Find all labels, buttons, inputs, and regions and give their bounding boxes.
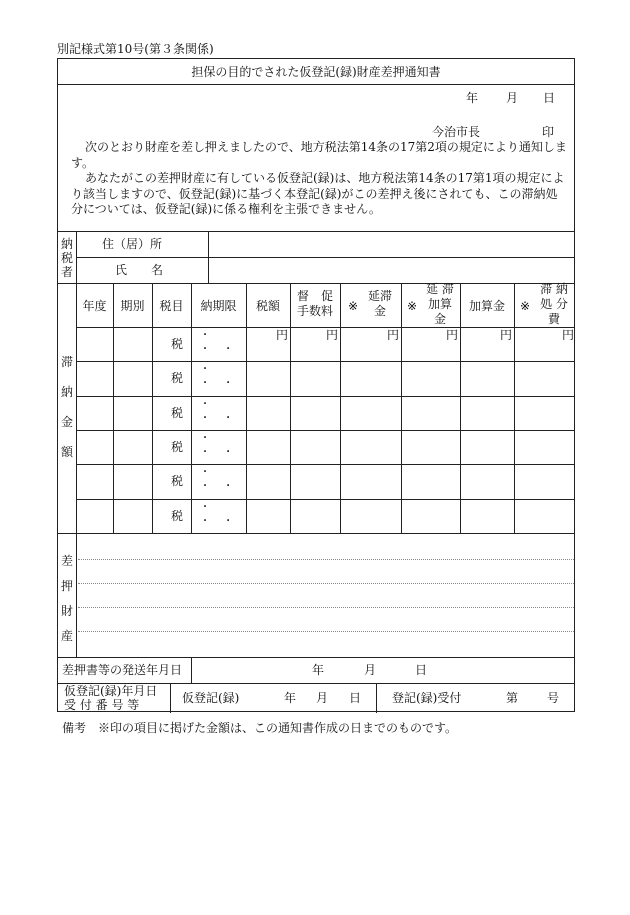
name-label: 氏 名 xyxy=(115,263,164,277)
unit-yen: 円 xyxy=(562,328,575,342)
seized-property-label: 差 押 財 産 xyxy=(60,554,73,643)
due-date-dots: ・ ・ xyxy=(200,446,234,458)
reception-label: 登記(録)受付 xyxy=(392,691,462,705)
date-day: 日 xyxy=(543,91,556,105)
provisional-year: 年 xyxy=(284,691,297,705)
due-date-dot: ・ xyxy=(200,330,210,341)
row-tax-label: 税 xyxy=(171,337,184,351)
row-tax-label: 税 xyxy=(171,371,184,386)
due-date-dot: ・ xyxy=(200,501,210,513)
row-tax-label: 税 xyxy=(171,474,184,489)
due-date-dot: ・ xyxy=(200,364,210,376)
provisional-label-2: 受 付 番 号 等 xyxy=(64,698,140,712)
header-due-date: 納期限 xyxy=(200,299,237,313)
header-delay-fee-mark: ※ xyxy=(348,299,359,313)
dispatch-label: 差押書等の発送年月日 xyxy=(62,663,183,677)
taxpayer-label: 納 税 者 xyxy=(60,237,73,279)
due-date-dots: ・ ・ xyxy=(200,481,234,493)
due-date-dots: ・ ・ xyxy=(200,344,234,355)
header-tax-item: 税目 xyxy=(159,299,184,313)
provisional-day: 日 xyxy=(349,691,362,705)
row-tax-label: 税 xyxy=(171,405,184,420)
form-caption: 別記様式第10号(第３条関係) xyxy=(57,42,214,56)
row-tax-label: 税 xyxy=(171,439,184,454)
due-date-dots: ・ ・ xyxy=(200,412,234,424)
header-period: 期別 xyxy=(120,299,145,313)
due-date-dot: ・ xyxy=(200,467,210,479)
unit-yen: 円 xyxy=(446,328,459,342)
header-fee: 督 促 手数料 xyxy=(296,289,333,318)
issuer-seal: 印 xyxy=(542,125,555,139)
date-month: 月 xyxy=(506,91,519,105)
due-date-dot: ・ xyxy=(200,432,210,444)
provisional-label-1: 仮登記(録)年月日 xyxy=(64,684,158,698)
notice-paragraph-2: あなたがこの差押財産に有している仮登記(録)は、地方税法第14条の17第1項の規定により該当しますので、仮登記(録)に基づく本登記(録)がこの差押え後にされても、この滞納処分については、仮登記(録)に係る権利を主張できません。 xyxy=(71,171,565,216)
arrears-label: 滞 納 金 額 xyxy=(60,355,73,459)
header-delay-add-mark: ※ xyxy=(407,299,418,313)
due-date-dots: ・ ・ xyxy=(200,515,234,527)
row-tax-label: 税 xyxy=(171,508,184,523)
unit-yen: 円 xyxy=(326,328,339,342)
address-label: 住（居）所 xyxy=(102,237,163,251)
dispatch-month: 月 xyxy=(364,663,377,677)
notice-form xyxy=(57,58,575,712)
dispatch-year: 年 xyxy=(312,663,325,677)
header-delay-add: 延 滞 加算 金 xyxy=(426,282,454,326)
header-year: 年度 xyxy=(82,299,107,313)
issuer-name: 今治市長 xyxy=(432,125,481,139)
header-disposal-mark: ※ xyxy=(520,299,531,313)
provisional-date-label: 仮登記(録) xyxy=(182,691,240,705)
notice-paragraph-1: 次のとおり財産を差し押えましたので、地方税法第14条の17第2項の規定により通知します。 xyxy=(71,140,567,170)
dispatch-day: 日 xyxy=(415,663,428,677)
header-add-tax: 加算金 xyxy=(468,299,505,313)
reception-number-label: 第 xyxy=(506,691,519,705)
due-date-dot: ・ xyxy=(200,398,210,410)
reception-number-suffix: 号 xyxy=(547,691,560,705)
header-disposal: 滞 納 処 分 費 xyxy=(540,282,568,326)
date-year: 年 xyxy=(466,91,479,105)
unit-yen: 円 xyxy=(387,328,400,342)
remarks-note: 備考 ※印の項目に掲げた金額は、この通知書作成の日までのものです。 xyxy=(62,721,458,735)
form-title: 担保の目的でされた仮登記(録)財産差押通知書 xyxy=(191,65,441,79)
unit-yen: 円 xyxy=(276,328,289,342)
header-tax-amount: 税額 xyxy=(255,299,280,313)
unit-yen: 円 xyxy=(500,328,513,342)
header-delay-fee: 延滞 金 xyxy=(367,289,392,318)
due-date-dots: ・ ・ xyxy=(200,378,234,390)
provisional-month: 月 xyxy=(316,691,329,705)
